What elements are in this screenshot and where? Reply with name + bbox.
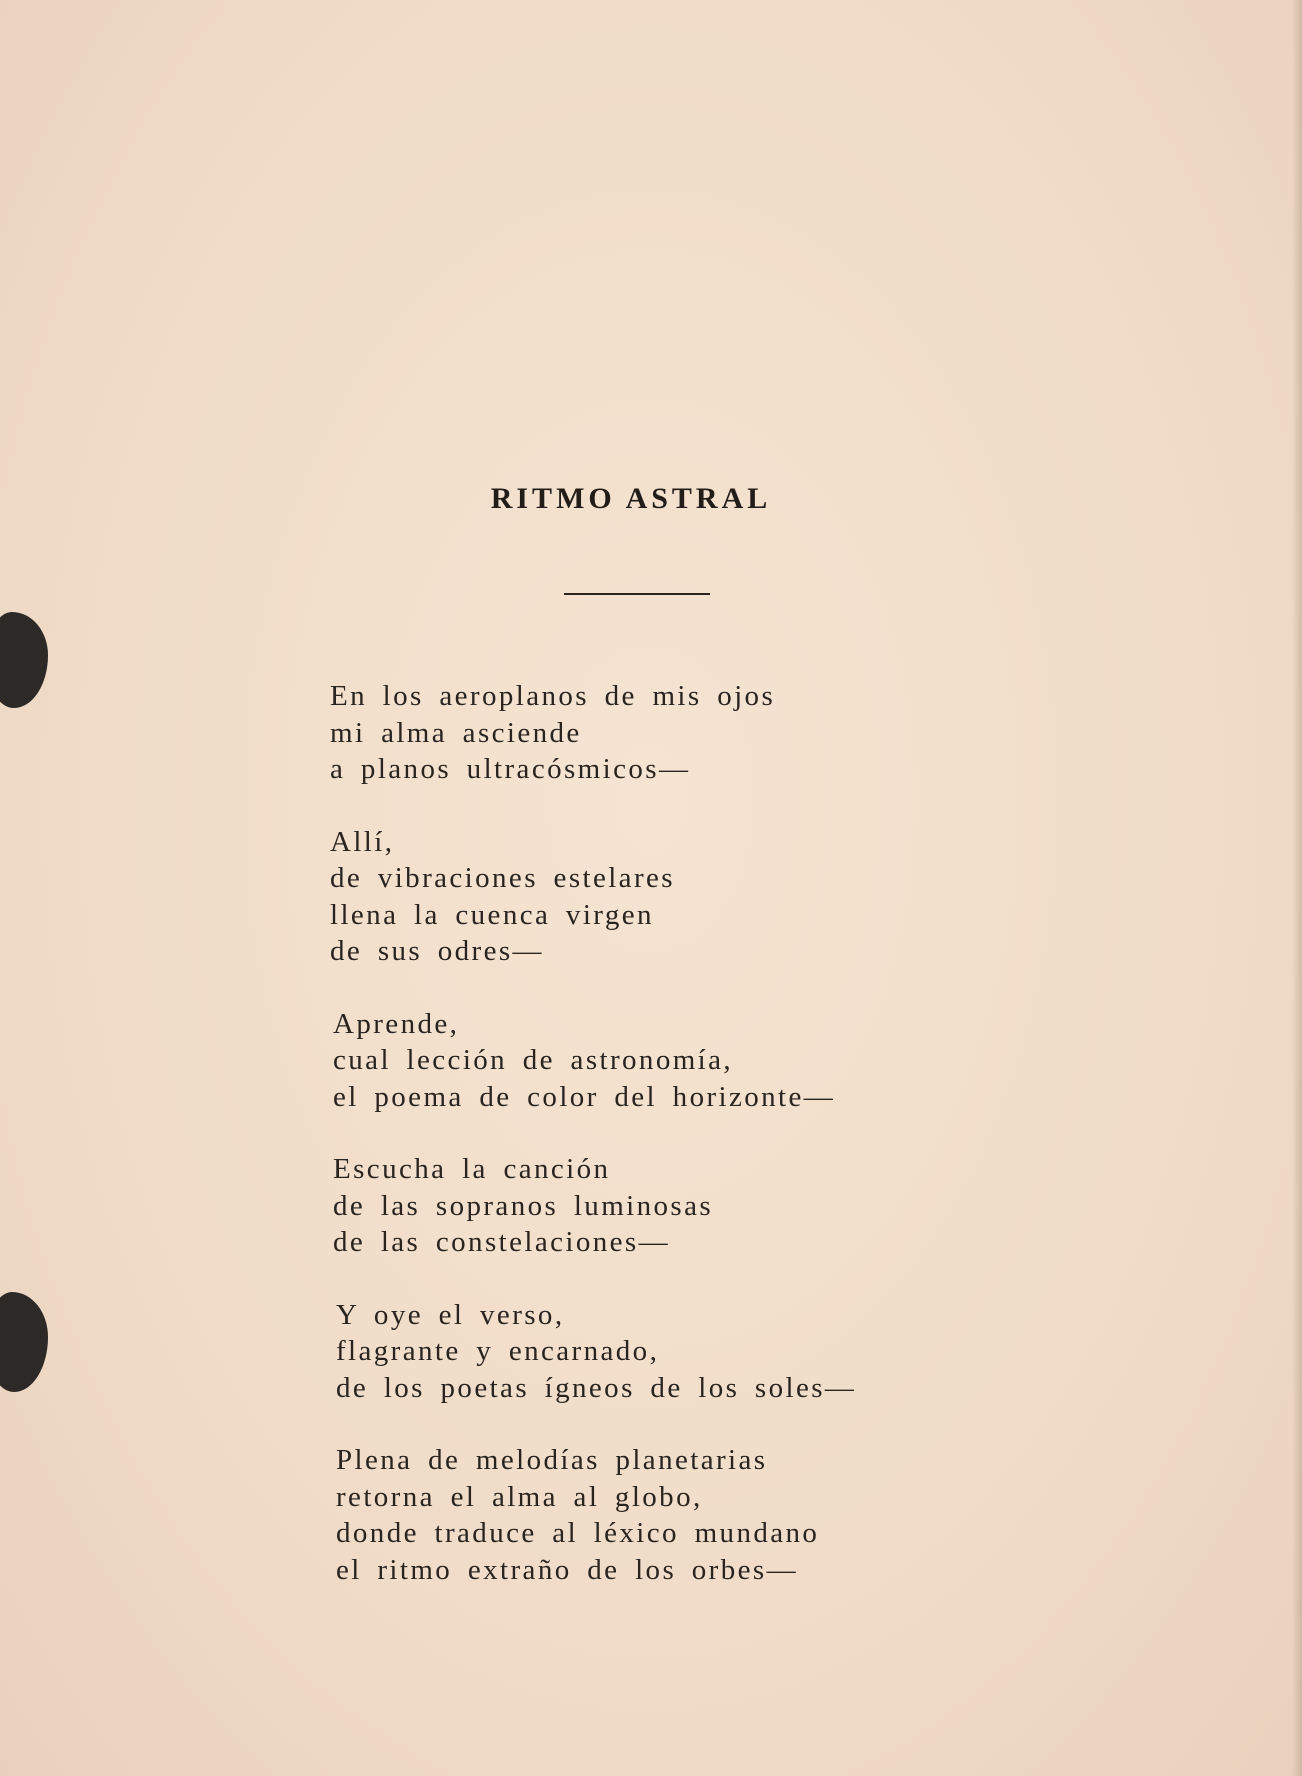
poem-line: de las sopranos luminosas xyxy=(333,1189,714,1222)
title-divider xyxy=(564,593,710,595)
poem-line: el ritmo extraño de los orbes— xyxy=(336,1553,798,1586)
poem-line: llena la cuenca virgen xyxy=(330,898,654,931)
poem-line: a planos ultracósmicos— xyxy=(330,753,691,785)
stanza xyxy=(330,1006,1090,1116)
poem-line: Aprende, xyxy=(333,1007,460,1040)
stanza xyxy=(330,678,1090,788)
stanza xyxy=(330,824,1090,970)
poem-line: retorna el alma al globo, xyxy=(336,1480,703,1513)
page-edge-shadow xyxy=(1292,0,1302,1776)
poem-line: flagrante y encarnado, xyxy=(336,1335,660,1367)
poem-body xyxy=(330,678,1090,1624)
poem-line: Plena de melodías planetarias xyxy=(336,1444,768,1476)
poem-line: de vibraciones estelares xyxy=(330,862,675,894)
stanza xyxy=(330,1297,1090,1407)
poem-line: donde traduce al léxico mundano xyxy=(336,1517,820,1549)
poem-line: de los poetas ígneos de los soles— xyxy=(336,1371,857,1404)
poem-line: el poema de color del horizonte— xyxy=(333,1080,836,1113)
stanza xyxy=(330,1442,1090,1588)
poem-line: Escucha la canción xyxy=(333,1153,611,1185)
poem-line: cual lección de astronomía, xyxy=(333,1044,734,1076)
stanza xyxy=(330,1151,1090,1261)
poem-line: En los aeroplanos de mis ojos xyxy=(330,680,776,712)
poem-line: de sus odres— xyxy=(330,935,544,967)
punch-hole-top xyxy=(0,612,48,708)
poem-line: de las constelaciones— xyxy=(333,1226,670,1258)
poem-line: Y oye el verso, xyxy=(336,1298,565,1331)
poem-line: mi alma asciende xyxy=(330,716,582,749)
poem-title: RITMO ASTRAL xyxy=(490,482,772,515)
poem-line: Allí, xyxy=(330,825,395,858)
punch-hole-bottom xyxy=(0,1292,48,1392)
